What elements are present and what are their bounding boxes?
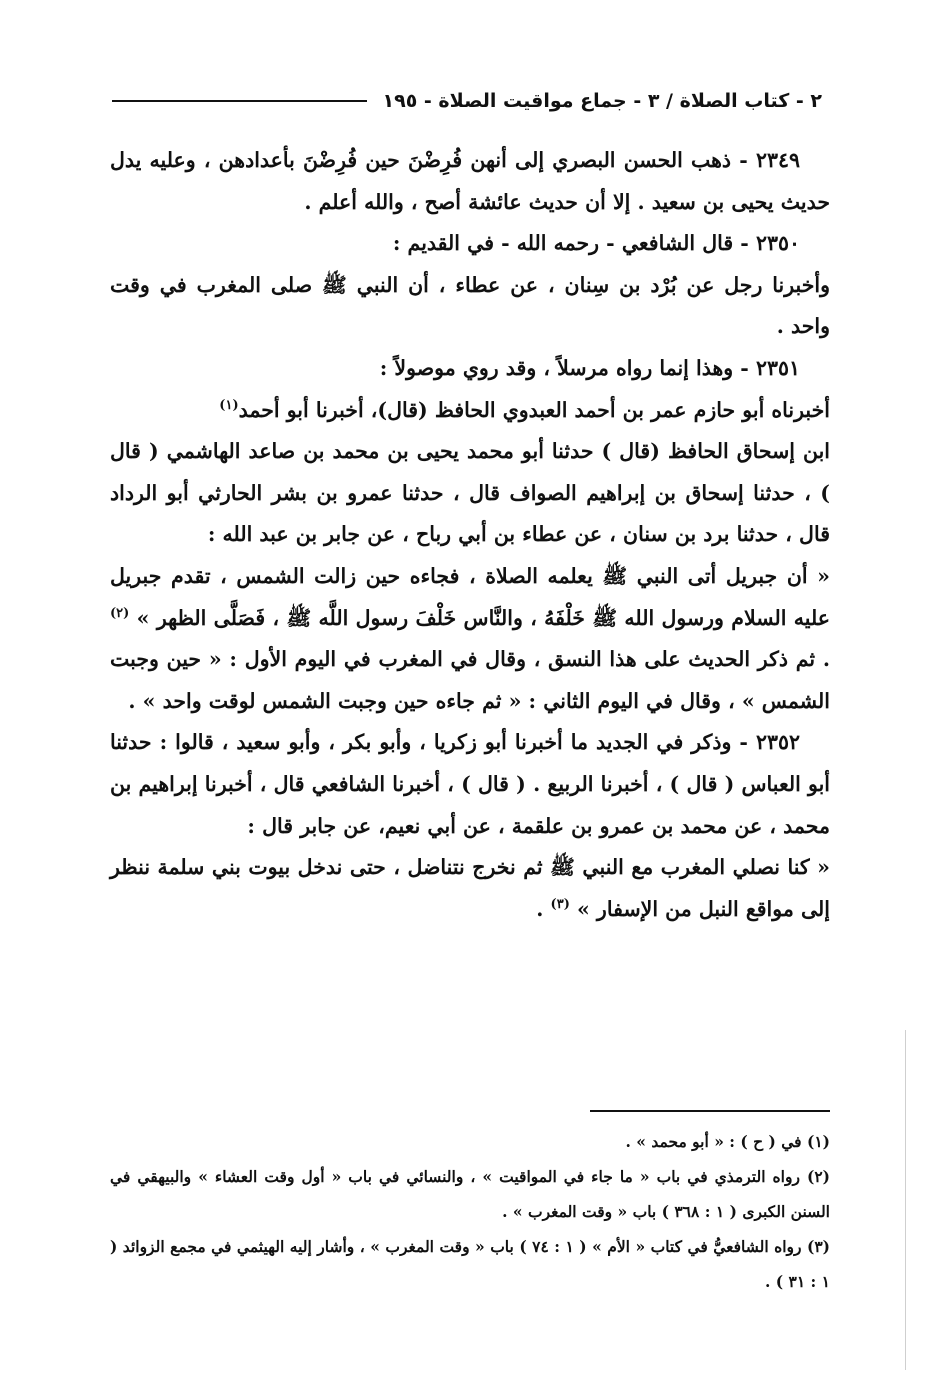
paragraph-2351-isnad-start [110, 390, 830, 432]
paragraph-2350-text: وأخبرنا رجل عن بُرْد بن سِنان ، عن عطاء ، أن النبي ﷺ صلى المغرب في وقت واحد . [110, 272, 830, 339]
footnote-ref-2: (٢) [110, 605, 130, 621]
footnote-1: (١) في ( ح ) : « أبو محمد » . [625, 1132, 830, 1151]
isnad-line-1: أخبرناه أبو حازم عمر بن أحمد العبدوي الحافظ (قال)، أخبرنا أبو أحمد [238, 397, 830, 422]
paragraph-2351: ٢٣٥١ - وهذا إنما رواه مرسلاً ، وقد روي موصولاً : [379, 355, 800, 380]
footnote-ref-3: (٣) [550, 896, 570, 912]
running-header [112, 86, 822, 116]
hadith-jibril-continuation: . ثم ذكر الحديث على هذا النسق ، وقال في المغرب في اليوم الأول : « حين وجبت الشمس » ، وقال في اليوم الثاني : « ثم جاءه حين وجبت الشمس لوقت واحد » . [110, 647, 830, 713]
hadith-maghrib-end: . [536, 896, 544, 921]
header-rule [112, 100, 367, 102]
footnotes [110, 1124, 830, 1299]
header-title: ٢ - كتاب الصلاة / ٣ - جماع مواقيت الصلاة - ١٩٥ [382, 90, 822, 112]
paragraph-2352: ٢٣٥٢ - وذكر في الجديد ما أخبرنا أبو زكريا ، وأبو بكر ، وأبو سعيد ، قالوا : حدثنا أبو العباس ( قال ) ، أخبرنا الربيع . ( قال ) ، أخبرنا الشافعي قال ، أخبرنا إبراهيم بن محمد ، عن محمد بن عمرو بن علقمة ، عن أبي نعيم، عن جابر قال : [110, 730, 830, 838]
paragraph-2351-isnad: ابن إسحاق الحافظ (قال ) حدثنا أبو محمد يحيى بن محمد بن صاعد الهاشمي ( قال ) ، حدثنا إسحاق بن إبراهيم الصواف قال ، حدثنا عمرو بن بشر الحارثي أبو الرداد قال ، حدثنا برد بن سنان ، عن عطاء بن أبي رباح ، عن جابر بن عبد الله : [110, 439, 830, 547]
hadith-jibril-text: « أن جبريل أتى النبي ﷺ يعلمه الصلاة ، فجاءه حين زالت الشمس ، تقدم جبريل عليه السلام ورسول الله ﷺ خَلْفَهُ ، والنَّاس خَلْفَ رسول اللَّه ﷺ ، فَصَلَّى الظهر » [110, 563, 830, 630]
paragraph-2349: ٢٣٤٩ - ذهب الحسن البصري إلى أنهن فُرِضْنَ حين فُرِضْنَ بأعدادهن ، وعليه يدل حديث يحيى بن سعيد . إلا أن حديث عائشة أصح ، والله أعلم . [110, 148, 830, 214]
scan-edge-line [905, 1030, 906, 1370]
hadith-maghrib-text: « كنا نصلي المغرب مع النبي ﷺ ثم نخرج نتناضل ، حتى ندخل بيوت بني سلمة ننظر إلى مواقع النبل من الإسفار » [110, 855, 830, 921]
paragraph-hadith-maghrib [110, 847, 830, 930]
footnote-separator [590, 1110, 830, 1112]
footnote-2: (٢) رواه الترمذي في باب « ما جاء في المواقيت » ، والنسائي في باب « أول وقت العشاء » والبيهقي في السنن الكبرى ( ١ : ٣٦٨ ) باب « وقت المغرب » . [110, 1167, 830, 1221]
footnote-3: (٣) رواه الشافعيُّ في كتاب « الأم » ( ١ : ٧٤ ) باب « وقت المغرب » ، وأشار إليه الهيثمي في مجمع الزوائد ( ١ : ٣١ ) . [110, 1237, 830, 1291]
footnote-ref-1: (١) [219, 397, 239, 413]
paragraph-2350: ٢٣٥٠ - قال الشافعي - رحمه الله - في القديم : [392, 231, 800, 256]
paragraph-hadith-jibril [110, 556, 830, 722]
main-text [110, 140, 830, 930]
